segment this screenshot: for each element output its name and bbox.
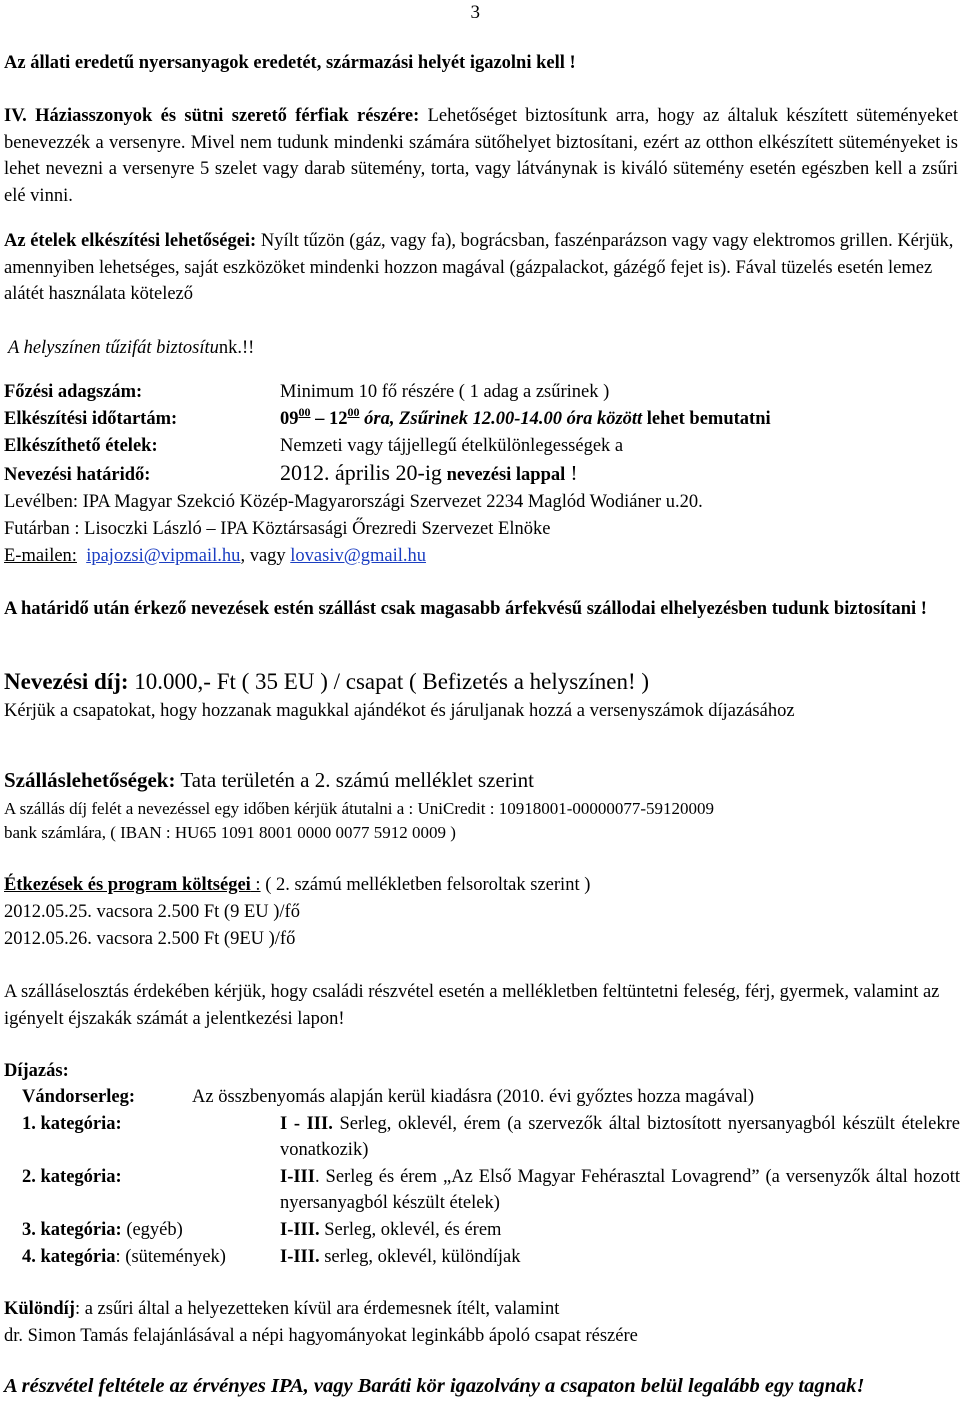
email-link-ipajozsi[interactable]: ipajozsi@vipmail.hu <box>86 546 241 566</box>
meal-day-2: 2012.05.26. vacsora 2.500 Ft (9EU )/fő <box>4 929 296 949</box>
food-label: Elkészíthető ételek: <box>4 436 158 456</box>
courier-value: Lisoczki László – IPA Köztársasági Őrezredi Szervezet Elnöke <box>79 519 551 539</box>
cup-value: Az összbenyomás alapján kerül kiadásra (2010. évi győztes hozza magával) <box>192 1087 754 1107</box>
time-jury: , Zsűrinek 12.00-14.00 óra között <box>389 409 643 429</box>
section-iv-heading: IV. Háziasszonyok és sütni szerető férfiak részére: <box>4 106 420 126</box>
email-link-lovasiv[interactable]: lovasiv@gmail.hu <box>290 546 427 566</box>
category-3-text: Serleg, oklevél, és érem <box>319 1220 502 1240</box>
category-3-range: I-III. <box>280 1220 320 1240</box>
firewood-suffix: nk.!! <box>218 338 255 358</box>
prep-paragraph <box>4 228 958 308</box>
participation-condition: A részvétel feltétele az érvényes IPA, vagy Baráti kör igazolvány a csapaton belül legalább egy tagnak! <box>4 1375 865 1397</box>
email-label: E-mailen: <box>4 546 77 566</box>
accommodation-value: Tata területén a 2. számú melléklet szerint <box>175 768 534 792</box>
time-dash: – <box>310 409 329 429</box>
category-2-text: . Serleg és érem „Az Első Magyar Fehérasztal Lovagrend” (a versenyzők által hozott nyersanyagból készült ételek) <box>280 1167 960 1213</box>
category-4-text: serleg, oklevél, különdíjak <box>319 1247 521 1267</box>
deadline-date: 2012. április 20-ig <box>280 460 442 485</box>
time-present: lehet bemutatni <box>642 409 771 429</box>
category-1-range: I - III. <box>280 1114 333 1134</box>
food-value: Nemzeti vagy tájjellegű ételkülönlegességek a <box>280 436 624 456</box>
section-iv-text: Lehetőséget biztosítunk arra, hogy az általuk készített süteményeket benevezzék a versenyre. Mivel nem tudunk mindenki számára sütőhelyet biztosítani, ezért az otthon elkészített süteményeket is lehet nevezni a versenyre 5 szelet vagy darab sütemény, torta, vagy látványnak is kiváló sütemény esetén egészben kell a zsűri elé vinni. <box>4 106 958 206</box>
late-entry-notice: A határidő után érkező nevezések estén szállást csak magasabb árfekvésű szállodai elhelyezésben tudunk biztosítani ! <box>4 599 927 619</box>
fee-value: 10.000,- Ft ( 35 EU ) / csapat ( Befizetés a helyszínen! ) <box>128 669 650 694</box>
category-1-row <box>22 1111 958 1165</box>
fee-line <box>4 667 958 697</box>
category-2-label: 2. kategória: <box>22 1167 122 1187</box>
firewood-note <box>8 335 960 362</box>
mail-row <box>4 489 958 515</box>
category-4-label-group <box>22 1244 226 1270</box>
category-2-range: I-III <box>280 1167 315 1187</box>
accommodation-line <box>4 767 958 794</box>
courier-row <box>4 516 958 542</box>
mail-value: IPA Magyar Szekció Közép-Magyarországi Szervezet 2234 Maglód Wodiáner u.20. <box>77 492 703 512</box>
page-number: 3 <box>470 2 480 23</box>
category-3-label-group <box>22 1217 183 1243</box>
deadline-label: Nevezési határidő: <box>4 465 151 485</box>
category-3-value <box>280 1217 960 1243</box>
category-3-label: 3. kategória: <box>22 1220 122 1240</box>
awards-heading: Díjazás: <box>4 1061 69 1081</box>
deadline-suffix: nevezési lappal <box>441 465 566 485</box>
email-row <box>4 543 958 569</box>
accommodation-transfer: A szállás díj felét a nevezéssel egy időben kérjük átutalni a : UniCredit : 10918001-00000077-59120009 <box>4 799 715 818</box>
special-award-line <box>4 1296 958 1323</box>
courier-label: Futárban : <box>4 519 80 539</box>
category-4-label: 4. kategória <box>22 1247 116 1267</box>
portion-value: Minimum 10 fő részére ( 1 adag a zsűrinek ) <box>280 382 610 402</box>
meals-line <box>4 872 958 899</box>
category-4-note: : (sütemények) <box>115 1247 226 1267</box>
special-award-text: : a zsűri által a helyezetteken kívül ara érdemesnek ítélt, valamint <box>74 1299 560 1319</box>
meals-colon: : <box>250 875 261 895</box>
time-start-hour: 09 <box>280 409 299 429</box>
time-label: Elkészítési időtartám: <box>4 409 178 429</box>
meals-value: ( 2. számú mellékletben felsoroltak szerint ) <box>260 875 591 895</box>
category-1-value <box>280 1111 960 1163</box>
gift-request: Kérjük a csapatokat, hogy hozzanak magukkal ajándékot és járuljanak hozzá a versenyszámok díjazásához <box>4 701 795 721</box>
accommodation-iban: bank számlára, ( IBAN : HU65 1091 8001 0000 0077 5912 0009 ) <box>4 823 456 842</box>
origin-notice: Az állati eredetű nyersanyagok eredetét, származási helyét igazolni kell ! <box>4 53 576 73</box>
food-row <box>4 433 958 459</box>
category-1-text: Serleg, oklevél, érem (a szervezők által biztosított nyersanyagból készült ételekre vonatkozik) <box>280 1114 960 1160</box>
accommodation-label: Szálláslehetőségek: <box>4 768 176 792</box>
time-unit: óra <box>359 409 390 429</box>
special-award-sponsor: dr. Simon Tamás felajánlásával a népi hagyományokat leginkább ápoló csapat részére <box>4 1326 638 1346</box>
time-start-min: 00 <box>298 405 311 419</box>
time-end-hour: 12 <box>329 409 348 429</box>
fee-label: Nevezési díj: <box>4 669 129 694</box>
portion-row <box>4 379 958 405</box>
allocation-note: A szálláselosztás érdekében kérjük, hogy családi részvétel esetén a mellékletben feltüntetni feleség, férj, gyermek, valamint az igényelt éjszakák számát a jelentkezési lapon! <box>4 982 940 1029</box>
category-2-row <box>22 1164 958 1218</box>
category-1-label: 1. kategória: <box>22 1114 122 1134</box>
time-end-min: 00 <box>347 405 360 419</box>
prep-text: Nyílt tűzön (gáz, vagy fa), bográcsban, faszénparázson vagy vagy elektromos grillen. Kérjük, amennyiben lehetséges, saját eszközöket mindenki hozzon magával (gázpalackot, gázégő fejet is). Fával tüzelés esetén lemez alátét használata kötelező <box>4 231 954 304</box>
category-2-value <box>280 1164 960 1216</box>
meal-day-1: 2012.05.25. vacsora 2.500 Ft (9 EU )/fő <box>4 902 300 922</box>
portion-label: Főzési adagszám: <box>4 382 143 402</box>
meals-label: Étkezések és program költségei <box>4 875 251 895</box>
section-iv-paragraph <box>4 103 958 209</box>
cup-label: Vándorserleg: <box>22 1087 136 1107</box>
special-award-label: Különdíj <box>4 1299 75 1319</box>
deadline-row <box>4 460 958 488</box>
firewood-text: A helyszínen tűzifát biztosítu <box>8 338 219 358</box>
email-separator: , vagy <box>240 546 291 566</box>
time-row <box>4 406 958 433</box>
category-3-note: (egyéb) <box>121 1220 183 1240</box>
mail-label: Levélben: <box>4 492 78 512</box>
category-4-value <box>280 1244 960 1270</box>
category-4-range: I-III. <box>280 1247 320 1267</box>
prep-heading: Az ételek elkészítési lehetőségei: <box>4 231 257 251</box>
deadline-end: ! <box>565 461 578 485</box>
